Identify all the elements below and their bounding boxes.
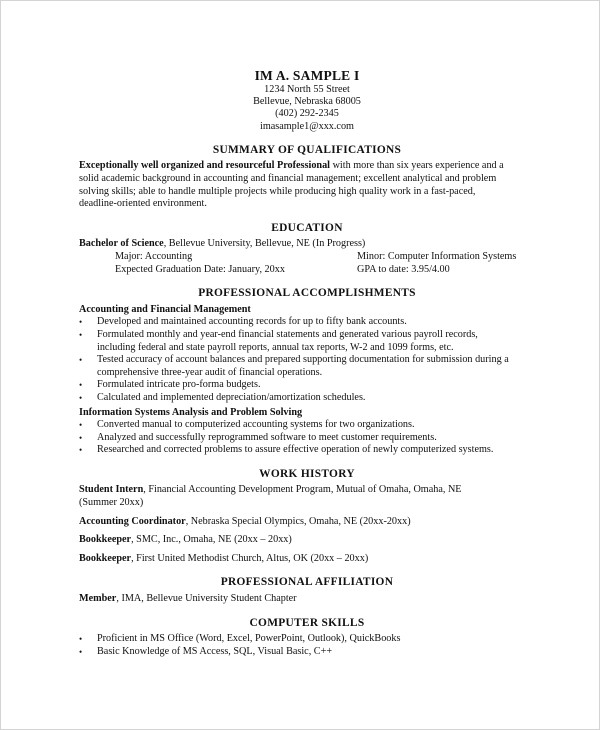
degree: Bachelor of Science xyxy=(79,238,164,250)
summary-line4: deadline-oriented environment. xyxy=(79,198,207,210)
list-item xyxy=(79,329,535,354)
list-item xyxy=(79,633,535,646)
education-title: EDUCATION xyxy=(271,221,343,234)
affiliation-role: Member xyxy=(79,593,117,605)
bullet-icon: • xyxy=(79,392,83,403)
list-item xyxy=(79,432,535,445)
summary-line1: with more than six years experience and a xyxy=(330,160,504,172)
applicant-name: IM A. SAMPLE I xyxy=(254,68,360,83)
list-item xyxy=(79,444,535,457)
list-item-text: Analyzed and successfully reprogrammed software to meet customer requirements. xyxy=(97,431,437,443)
summary-paragraph xyxy=(79,160,535,210)
bullet-icon: • xyxy=(79,420,83,431)
computer-skills-title: COMPUTER SKILLS xyxy=(249,616,365,629)
affiliation-entry xyxy=(79,593,535,606)
list-item-text: Proficient in MS Office (Word, Excel, PowerPoint, Outlook), QuickBooks xyxy=(97,633,401,645)
list-item-text-cont: comprehensive three-year audit of financial operations. xyxy=(97,366,323,378)
affiliation-details: , IMA, Bellevue University Student Chapter xyxy=(116,593,297,605)
list-item-text: Formulated intricate pro-forma budgets. xyxy=(97,379,261,391)
skills-list xyxy=(79,633,535,658)
job-entry xyxy=(79,484,535,509)
bullet-icon: • xyxy=(79,329,83,340)
accomplishment-list xyxy=(79,419,535,457)
city-state-zip: Bellevue, Nebraska 68005 xyxy=(253,96,361,108)
bullet-icon: • xyxy=(79,380,83,391)
list-item xyxy=(79,354,535,379)
minor: Minor: Computer Information Systems xyxy=(357,250,517,262)
list-item xyxy=(79,379,535,392)
major: Major: Accounting xyxy=(115,250,193,262)
list-item xyxy=(79,316,535,329)
summary-title: SUMMARY OF QUALIFICATIONS xyxy=(212,143,402,156)
job-details: , Nebraska Special Olympics, Omaha, NE (20xx-20xx) xyxy=(185,515,411,527)
bullet-icon: • xyxy=(79,432,83,443)
job-details: , Financial Accounting Development Program, Mutual of Omaha, Omaha, NE xyxy=(143,484,462,496)
affiliation-title: PROFESSIONAL AFFILIATION xyxy=(220,576,394,589)
accomplishment-group-heading: Accounting and Financial Management xyxy=(79,303,251,315)
contact-header xyxy=(79,68,535,133)
work-history-title: WORK HISTORY xyxy=(259,467,355,480)
job-role: Bookkeeper xyxy=(79,534,132,546)
job-entry xyxy=(79,516,535,529)
accomplishments-block xyxy=(79,304,535,457)
job-role: Student Intern xyxy=(79,484,144,496)
job-details: , SMC, Inc., Omaha, NE (20xx – 20xx) xyxy=(131,534,292,546)
school: , Bellevue University, Bellevue, NE (In Progress) xyxy=(163,238,366,250)
list-item-text: Basic Knowledge of MS Access, SQL, Visual Basic, C++ xyxy=(97,645,333,657)
summary-lead: Exceptionally well organized and resourceful Professional xyxy=(79,160,331,172)
list-item-text: Tested accuracy of account balances and prepared supporting documentation for submission during a xyxy=(97,354,509,366)
education-block xyxy=(79,238,535,276)
job-role: Accounting Coordinator xyxy=(79,515,186,527)
list-item-text: Converted manual to computerized accounting systems for two organizations. xyxy=(97,419,415,431)
job-details-cont: (Summer 20xx) xyxy=(79,497,144,509)
list-item-text: Calculated and implemented depreciation/amortization schedules. xyxy=(97,391,366,403)
accomplishment-list xyxy=(79,316,535,404)
accomplishment-group-heading: Information Systems Analysis and Problem Solving xyxy=(79,406,303,418)
bullet-icon: • xyxy=(79,445,83,456)
summary-line3: solving skills; able to handle multiple projects while producing high quality work in a fast-paced, xyxy=(79,185,476,197)
street-address: 1234 North 55 Street xyxy=(264,84,350,95)
accomplishments-title: PROFESSIONAL ACCOMPLISHMENTS xyxy=(198,287,416,300)
bullet-icon: • xyxy=(79,355,83,366)
graduation-date: Expected Graduation Date: January, 20xx xyxy=(115,263,285,275)
email-address: imasample1@xxx.com xyxy=(260,120,354,132)
gpa: GPA to date: 3.95/4.00 xyxy=(357,263,450,275)
job-role: Bookkeeper xyxy=(79,552,132,564)
phone-number: (402) 292-2345 xyxy=(275,108,339,120)
list-item-text: Formulated monthly and year-end financial statements and generated various payroll records, xyxy=(97,328,478,340)
list-item-text-cont: including federal and state payroll reports, annual tax reports, W-2 and 1099 forms, etc. xyxy=(97,341,454,353)
bullet-icon: • xyxy=(79,317,83,328)
work-history-block xyxy=(79,484,535,565)
job-details: , First United Methodist Church, Altus, OK (20xx – 20xx) xyxy=(131,552,369,564)
list-item xyxy=(79,419,535,432)
summary-line2: solid academic background in accounting and financial management; excellent analytical and problem xyxy=(79,173,497,184)
job-entry xyxy=(79,534,535,547)
list-item-text: Developed and maintained accounting records for up to fifty bank accounts. xyxy=(97,316,407,328)
bullet-icon: • xyxy=(79,646,83,657)
list-item xyxy=(79,392,535,405)
list-item-text: Researched and corrected problems to assure effective operation of newly computerized systems. xyxy=(97,444,494,456)
job-entry xyxy=(79,553,535,566)
resume-content xyxy=(79,68,535,658)
list-item xyxy=(79,646,535,659)
bullet-icon: • xyxy=(79,634,83,645)
